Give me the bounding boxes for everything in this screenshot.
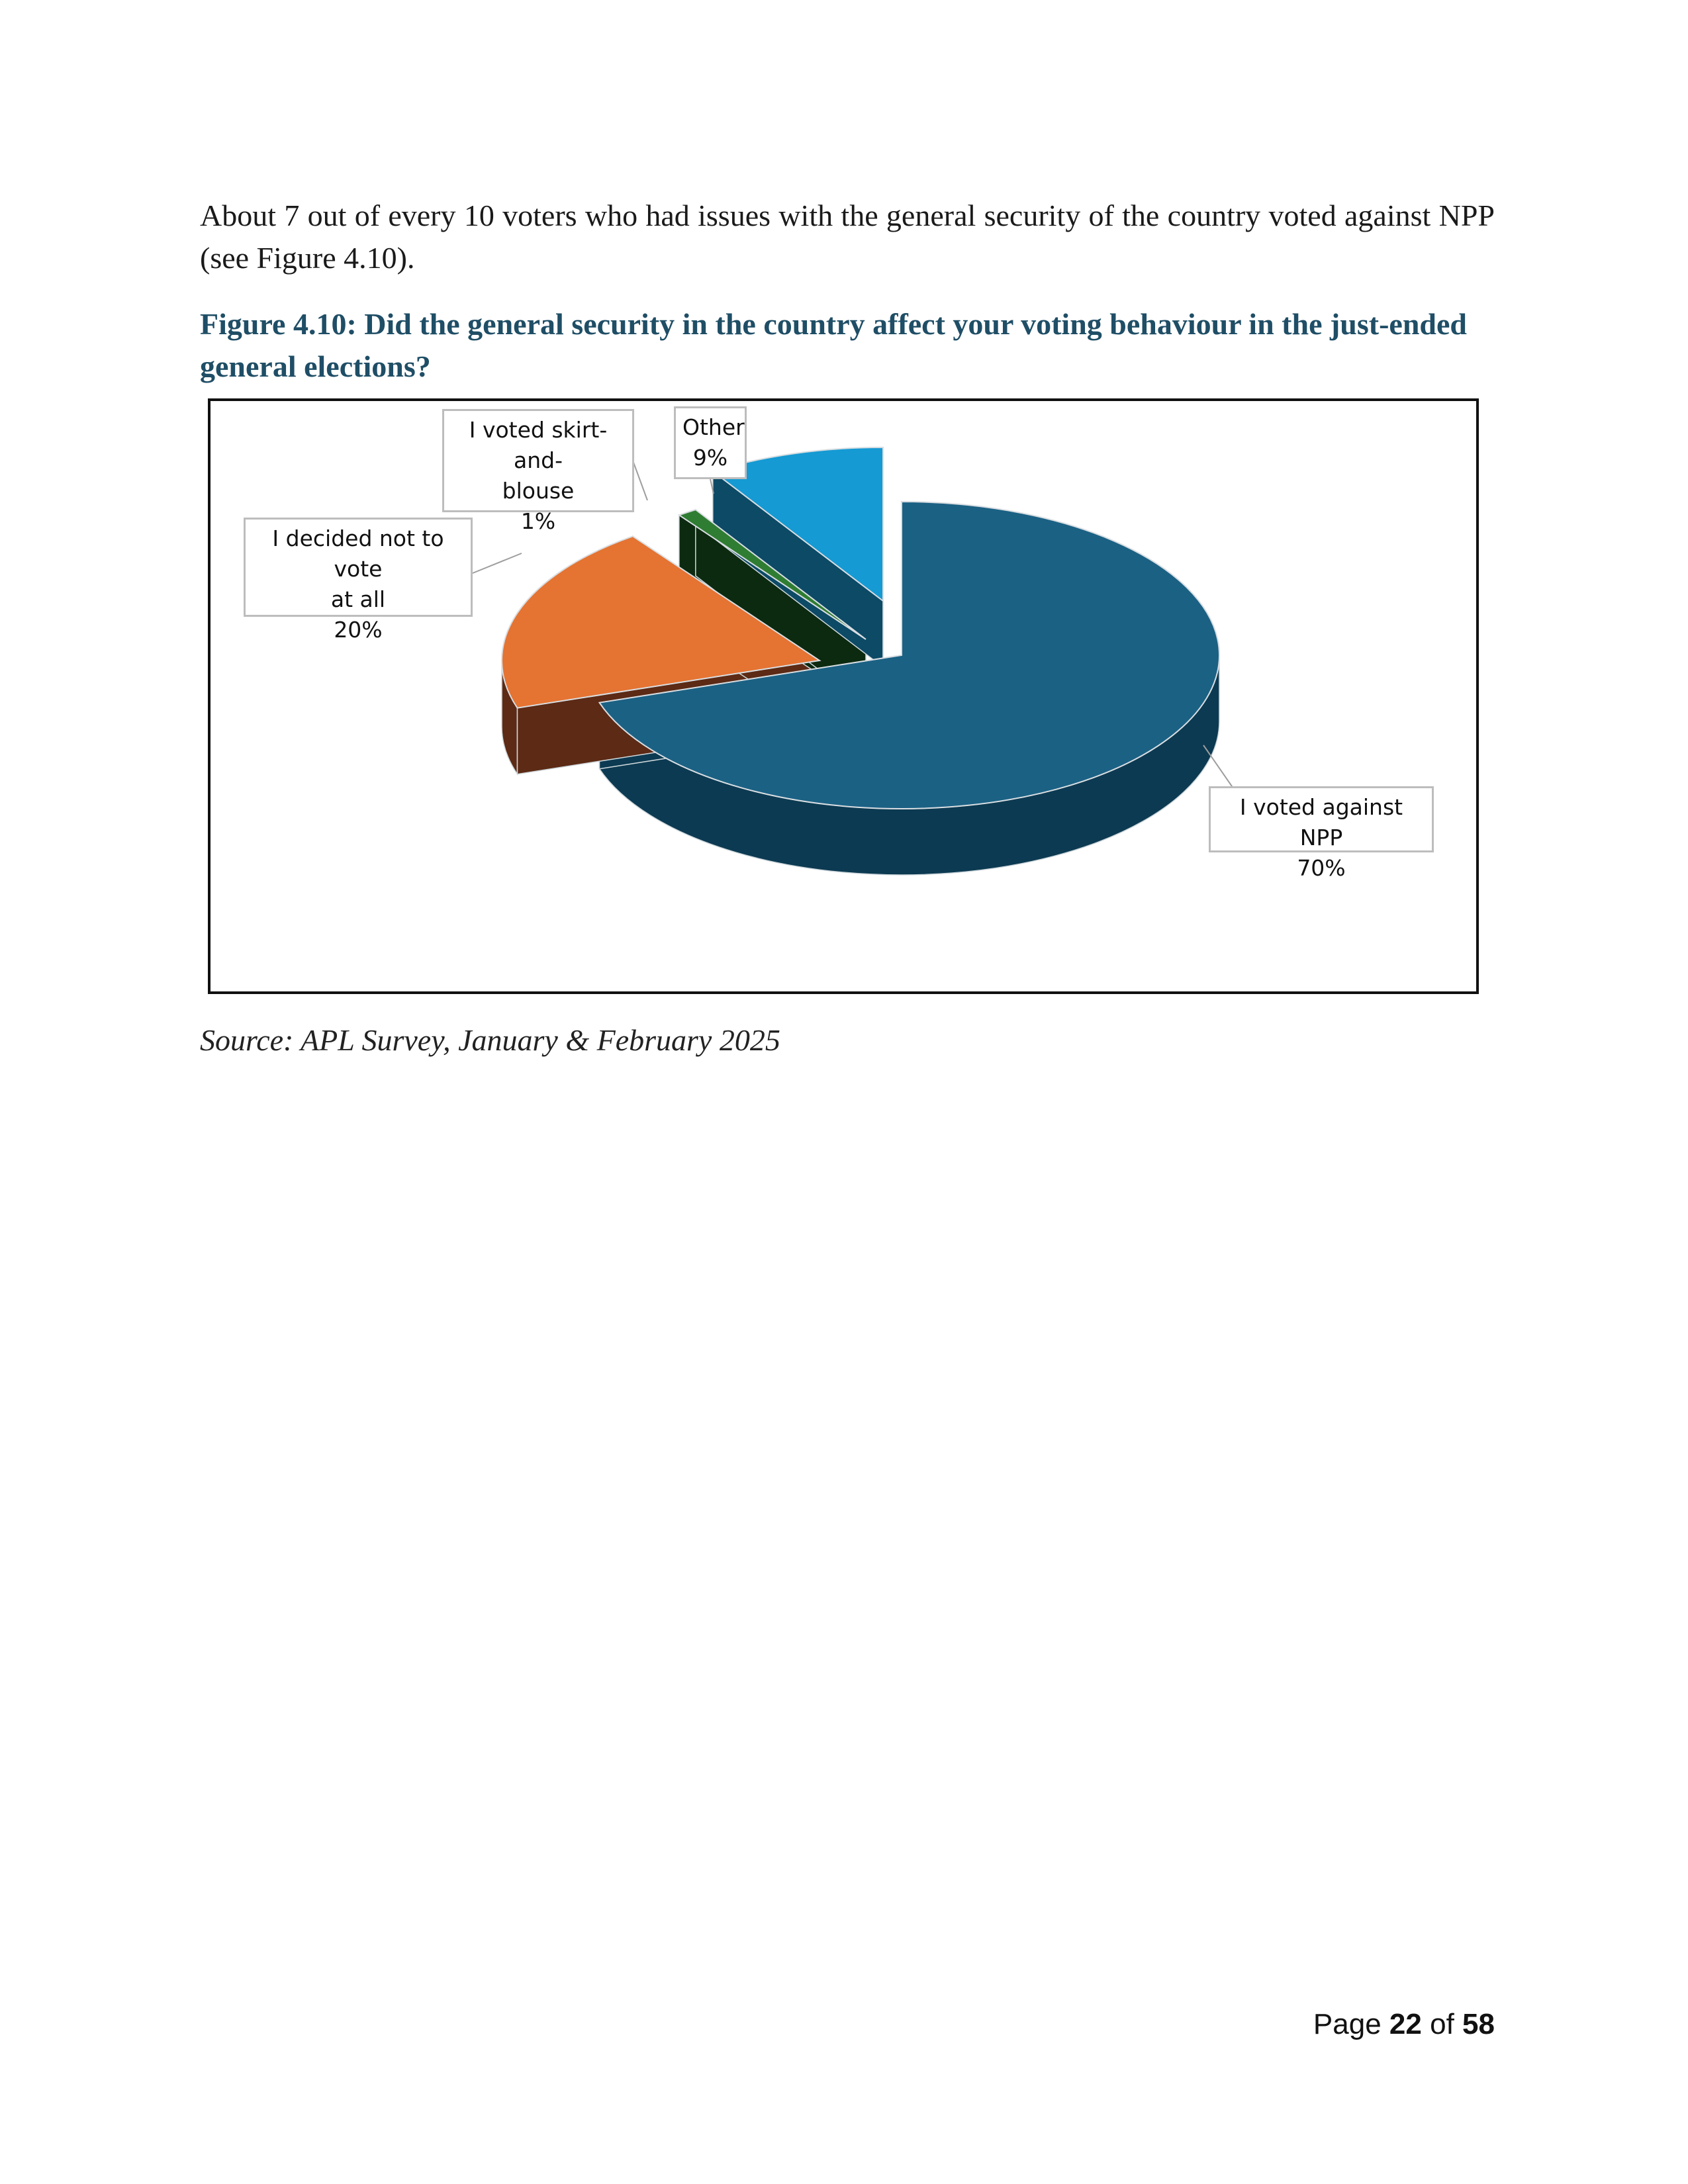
body-paragraph: About 7 out of every 10 voters who had issues with the general security of the country voted against NPP (see Figure 4.10). xyxy=(200,199,1495,275)
callout-against-npp xyxy=(1209,786,1434,881)
leader-not-vote xyxy=(473,553,522,573)
pie-chart xyxy=(211,401,1476,991)
page-of-label: of xyxy=(1430,2008,1454,2040)
pie-chart-frame xyxy=(208,398,1479,994)
callout-against-npp-text: I voted against NPP xyxy=(1239,794,1403,850)
callout-skirt-blouse xyxy=(442,409,634,534)
callout-not-vote xyxy=(244,518,473,643)
callout-skirt-blouse-text2: blouse xyxy=(502,478,575,504)
callout-not-vote-text1: I decided not to vote xyxy=(272,525,444,582)
page-label: Page xyxy=(1313,2008,1382,2040)
callout-not-vote-pct: 20% xyxy=(334,617,383,643)
callout-other-text: Other xyxy=(682,414,745,440)
page-number xyxy=(1313,2008,1495,2041)
callout-other-pct: 9% xyxy=(692,445,728,471)
callout-skirt-blouse-pct: 1% xyxy=(520,508,556,534)
callout-other xyxy=(674,406,747,479)
callout-against-npp-pct: 70% xyxy=(1297,855,1346,881)
callout-skirt-blouse-text1: I voted skirt-and- xyxy=(469,417,608,473)
callout-not-vote-text2: at all xyxy=(330,586,386,612)
leader-skirt-blouse xyxy=(633,461,647,500)
page-current: 22 xyxy=(1389,2008,1422,2040)
page-total: 58 xyxy=(1462,2008,1495,2040)
leader-against-npp xyxy=(1203,745,1233,788)
figure-caption: Figure 4.10: Did the general security in the country affect your voting behaviour in the just-ended general elections? xyxy=(200,307,1468,383)
source-note: Source: APL Survey, January & February 2025 xyxy=(200,1023,780,1057)
